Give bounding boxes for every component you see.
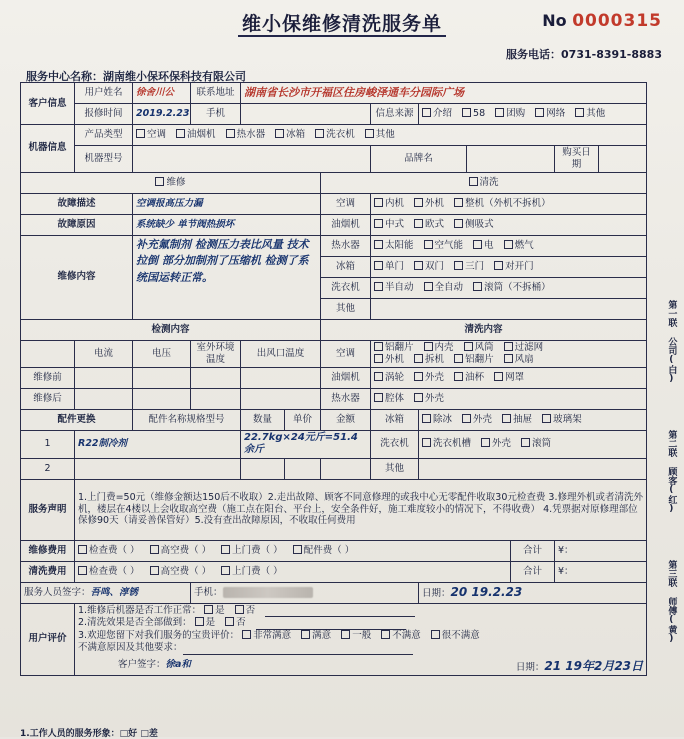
clean-item-0-opt-0[interactable]: 铝翻片	[374, 342, 414, 354]
repair-content-label: 维修内容	[21, 235, 133, 319]
repair-item-5-name: 其他	[321, 298, 371, 319]
detect-after-current[interactable]	[75, 388, 133, 409]
clean-item-4-name: 洗衣机	[371, 430, 419, 458]
clean-item-1-opt-2[interactable]: 油杯	[454, 372, 484, 384]
clean-item-0-opt-7[interactable]: 风扇	[504, 354, 534, 366]
row-machine-type	[21, 125, 647, 146]
part-2-name[interactable]	[75, 458, 241, 479]
clean-header[interactable]: 清洗	[321, 172, 647, 193]
clean-fee-label: 清洗费用	[21, 561, 75, 582]
buy-date-label: 购买日期	[555, 146, 599, 173]
repair-item-1-opt-2[interactable]: 侧吸式	[454, 219, 494, 231]
clean-item-4-opt-0[interactable]: 洗衣机槽	[422, 438, 471, 450]
parts-col-qty: 数量	[241, 409, 285, 430]
product-type-label: 产品类型	[75, 125, 133, 146]
row-detect-cols	[21, 340, 647, 367]
repair-item-3-opt-0[interactable]: 单门	[374, 261, 404, 273]
row-fault-cause	[21, 214, 647, 235]
detect-col-outlet-temp: 出风口温度	[241, 340, 321, 367]
parts-col-price: 单价	[285, 409, 321, 430]
staff-date-value: 20 19.2.23	[450, 585, 523, 599]
detect-after-outdoor[interactable]	[191, 388, 241, 409]
detect-row-before-label: 维修前	[21, 367, 75, 388]
repair-item-0-opt-1[interactable]: 外机	[414, 198, 444, 210]
source-opt-1[interactable]: 58	[462, 108, 485, 120]
repair-item-1-opt-0[interactable]: 中式	[374, 219, 404, 231]
repair-item-1-name: 油烟机	[321, 214, 371, 235]
statement-text: 1.上门费=50元（维修金额达150后不收取）2.走出故障、顾客不同意修理的或我中心无零配件收取30元检查费 3.修理外机或者清洗外机，楼层在4楼以上会收取高空费（施工点在阳台、平台上，安全条件好，施工难度较小的情况下，不得收费） 4.凭票据对原修理部位保修90天（请妥善保管好）5.没有查出故障原因，不收取任何费用	[75, 479, 647, 540]
repair-item-5-options[interactable]	[371, 298, 647, 319]
service-center-name: 服务中心名称：湖南维小保环保科技有限公司	[26, 70, 246, 83]
row-repair-content-1	[21, 235, 647, 256]
staff-sign-value[interactable]: 吾鸣、淳锈	[90, 586, 139, 598]
repair-item-0-opt-0[interactable]: 内机	[374, 198, 404, 210]
page-title: 维小保维修清洗服务单	[0, 0, 684, 36]
staff-date-field[interactable]: 日期：20 19.2.23	[419, 582, 647, 603]
eval-line2-no[interactable]: 否	[225, 617, 246, 629]
repair-content-value[interactable]: 补充氟制剂 检测压力表比风量 技术拉倒 部分加制剂了压缩机 检测了系统国运转正常。	[133, 235, 321, 319]
clean-item-5-name: 其他	[371, 458, 419, 479]
source-opt-0[interactable]: 介绍	[422, 108, 452, 120]
copy-tab-customer: 第二联 顾客(红)	[666, 430, 677, 514]
eval-line1-yes[interactable]: 是	[204, 605, 225, 617]
product-type-opt-0[interactable]: 空调	[136, 129, 166, 141]
repair-item-2-opt-3[interactable]: 燃气	[504, 240, 534, 252]
parts-col-name: 配件名称规格型号	[133, 409, 241, 430]
machine-section-label: 机器信息	[21, 125, 75, 173]
repair-item-3-opt-2[interactable]: 三门	[454, 261, 484, 273]
detect-before-current[interactable]	[75, 367, 133, 388]
repair-item-0-name: 空调	[321, 193, 371, 214]
eval-line-3[interactable]: 3.欢迎您留下对我们服务的宝贵评价： 非常满意 满意 一般 不满意 很不满意	[78, 630, 480, 642]
clean-item-3-opt-0[interactable]: 除冰	[422, 414, 452, 426]
staff-phone-field[interactable]: 手机：	[191, 582, 419, 603]
row-detect-clean-header	[21, 319, 647, 340]
source-opt-4[interactable]: 其他	[575, 108, 605, 120]
clean-item-0-opt-4[interactable]: 外机	[374, 354, 404, 366]
product-type-options[interactable]	[133, 125, 647, 146]
detect-row-after-label: 维修后	[21, 388, 75, 409]
parts-section-label: 配件更换	[21, 409, 133, 430]
customer-section-label: 客户信息	[21, 83, 75, 125]
repair-header[interactable]: 维修	[21, 172, 321, 193]
repair-item-3-name: 冰箱	[321, 256, 371, 277]
detect-col-outdoor-temp: 室外环境温度	[191, 340, 241, 367]
detect-before-outlet[interactable]	[241, 367, 321, 388]
detect-blank	[21, 340, 75, 367]
row-staff-signature	[21, 582, 647, 603]
source-opt-2[interactable]: 团购	[495, 108, 525, 120]
row-evaluation	[21, 603, 647, 676]
customer-phone-value[interactable]	[241, 104, 371, 125]
customer-name-value[interactable]: 徐舍川公	[133, 83, 191, 104]
source-opt-3[interactable]: 网络	[535, 108, 565, 120]
fault-desc-label: 故障描述	[21, 193, 133, 214]
order-number: No 0000315	[542, 11, 662, 31]
evaluation-body[interactable]	[75, 603, 647, 676]
repair-item-3-opt-1[interactable]: 双门	[414, 261, 444, 273]
eval-line3-opt-2[interactable]: 一般	[341, 630, 371, 642]
detect-after-voltage[interactable]	[133, 388, 191, 409]
order-number-value: 0000315	[572, 11, 662, 31]
customer-sign-value[interactable]: 徐a和	[165, 659, 191, 670]
statement-label: 服务声明	[21, 479, 75, 540]
clean-item-3-opt-3[interactable]: 玻璃架	[542, 414, 582, 426]
eval-line1-no[interactable]: 否	[235, 605, 256, 617]
clean-fee-opt-1[interactable]: 高空费（ ）	[150, 566, 212, 578]
clean-total-label: 合计	[511, 561, 555, 582]
part-1-qty[interactable]: 22.7kg×24元斤=51.4余斤	[241, 430, 371, 458]
part-1-name[interactable]: R22制冷剂	[75, 430, 241, 458]
repair-item-2-opt-2[interactable]: 电	[473, 240, 494, 252]
eval-line2-yes[interactable]: 是	[195, 617, 216, 629]
clean-item-3-opt-1[interactable]: 外壳	[462, 414, 492, 426]
part-2-amount[interactable]	[321, 458, 371, 479]
row-service-type-header	[21, 172, 647, 193]
customer-phone-label: 手机	[191, 104, 241, 125]
report-time-value[interactable]: 2019.2.23	[133, 104, 191, 125]
clean-item-5-options[interactable]	[419, 458, 647, 479]
repair-fee-opt-3[interactable]: 配件费（ ）	[293, 545, 355, 557]
clean-item-1-opt-0[interactable]: 涡轮	[374, 372, 404, 384]
row-detect-after	[21, 388, 647, 409]
repair-fee-opt-1[interactable]: 高空费（ ）	[150, 545, 212, 557]
detect-before-voltage[interactable]	[133, 367, 191, 388]
part-1-no: 1	[21, 430, 75, 458]
footer-note: 1.工作人员的服务形象：□好 □差	[20, 729, 158, 739]
clean-fee-options[interactable]	[75, 561, 511, 582]
row-detect-before	[21, 367, 647, 388]
eval-line3-opt-3[interactable]: 不满意	[381, 630, 421, 642]
clean-item-1-opt-3[interactable]: 网罩	[494, 372, 524, 384]
row-customer-name	[21, 83, 647, 104]
repair-item-2-opt-1[interactable]: 空气能	[424, 240, 464, 252]
clean-item-4-options[interactable]	[419, 430, 647, 458]
clean-item-1-name: 油烟机	[321, 367, 371, 388]
part-2-price[interactable]	[285, 458, 321, 479]
report-time-label: 报修时间	[75, 104, 133, 125]
parts-col-amount: 金额	[321, 409, 371, 430]
repair-item-2-opt-0[interactable]: 太阳能	[374, 240, 414, 252]
repair-item-3-opt-3[interactable]: 对开门	[494, 261, 534, 273]
clean-item-2-options[interactable]	[371, 388, 647, 409]
clean-item-0-opt-3[interactable]: 过滤网	[504, 342, 544, 354]
detect-header: 检测内容	[21, 319, 321, 340]
row-clean-fee	[21, 561, 647, 582]
repair-item-0-options[interactable]	[371, 193, 647, 214]
customer-address-label: 联系地址	[191, 83, 241, 104]
clean-item-0-options[interactable]	[371, 340, 647, 367]
row-statement	[21, 479, 647, 540]
product-type-opt-3[interactable]: 冰箱	[275, 129, 305, 141]
eval-line3-opt-4[interactable]: 很不满意	[431, 630, 480, 642]
row-machine-model	[21, 146, 647, 173]
repair-fee-options[interactable]	[75, 540, 511, 561]
eval-line3-opt-0[interactable]: 非常满意	[242, 630, 291, 642]
repair-item-4-opt-0[interactable]: 半自动	[374, 282, 414, 294]
detect-col-voltage: 电压	[133, 340, 191, 367]
clean-item-0-name: 空调	[321, 340, 371, 367]
copy-tab-company: 第一联 公司(白)	[666, 300, 677, 384]
clean-item-3-name: 冰箱	[371, 409, 419, 430]
copy-tabs	[666, 300, 682, 690]
customer-name-label: 用户姓名	[75, 83, 133, 104]
service-phone: 服务电话：0731-8391-8883	[506, 48, 662, 61]
source-options[interactable]	[419, 104, 647, 125]
eval-line-1[interactable]: 1.维修后机器是否工作正常： 是 否	[78, 605, 643, 618]
eval-line3-opt-1[interactable]: 满意	[301, 630, 331, 642]
table-row-part-1	[21, 430, 647, 458]
clean-item-3-opt-2[interactable]: 抽屉	[502, 414, 532, 426]
repair-item-4-opt-1[interactable]: 全自动	[424, 282, 464, 294]
brand-label: 品牌名	[371, 146, 467, 173]
repair-item-4-name: 洗衣机	[321, 277, 371, 298]
repair-item-1-opt-1[interactable]: 欧式	[414, 219, 444, 231]
repair-item-1-options[interactable]	[371, 214, 647, 235]
staff-sign-label: 服务人员签字：吾鸣、淳锈	[21, 582, 191, 603]
fault-cause-value[interactable]: 系统缺少 单节阀热损坏	[133, 214, 321, 235]
eval-line-2[interactable]: 2.清洗效果是否全部做到： 是 否	[78, 617, 643, 630]
product-type-opt-2[interactable]: 热水器	[226, 129, 266, 141]
evaluation-label: 用户评价	[21, 603, 75, 676]
clean-item-2-name: 热水器	[321, 388, 371, 409]
copy-tab-worker: 第三联 师傅(黄)	[666, 560, 677, 644]
repair-fee-opt-2[interactable]: 上门费（ ）	[221, 545, 283, 557]
eval-signature-line[interactable]: 客户签字：徐a和 日期：21 19年2月23日	[118, 659, 644, 673]
customer-address-value[interactable]: 湖南省长沙市开福区住房峻泽通车分园际广场	[241, 83, 647, 104]
row-repair-fee	[21, 540, 647, 561]
clean-fee-opt-0[interactable]: 检查费（ ）	[78, 566, 140, 578]
customer-date-field[interactable]: 日期：21 19年2月23日	[515, 659, 644, 673]
clean-fee-opt-2[interactable]: 上门费（ ）	[221, 566, 283, 578]
fault-desc-value[interactable]: 空调报高压力漏	[133, 193, 321, 214]
fault-cause-label: 故障原因	[21, 214, 133, 235]
machine-model-value[interactable]	[133, 146, 371, 173]
repair-item-0-opt-2[interactable]: 整机（外机不拆机）	[454, 198, 551, 210]
product-type-opt-5[interactable]: 其他	[365, 129, 395, 141]
repair-fee-opt-0[interactable]: 检查费（ ）	[78, 545, 140, 557]
repair-item-3-options[interactable]	[371, 256, 647, 277]
repair-item-4-options[interactable]	[371, 277, 647, 298]
part-2-qty[interactable]	[241, 458, 285, 479]
clean-item-1-options[interactable]	[371, 367, 647, 388]
repair-total-label: 合计	[511, 540, 555, 561]
repair-item-4-opt-2[interactable]: 滚筒（不拆桶）	[473, 282, 551, 294]
table-row-part-2	[21, 458, 647, 479]
detect-before-outdoor[interactable]	[191, 367, 241, 388]
eval-line-4[interactable]: 不满意原因及其他要求：	[78, 642, 643, 655]
repair-item-2-options[interactable]	[371, 235, 647, 256]
clean-item-0-opt-2[interactable]: 风筒	[464, 342, 494, 354]
clean-item-4-opt-2[interactable]: 滚筒	[521, 438, 551, 450]
staff-phone-blurred	[223, 587, 313, 598]
clean-content-header: 清洗内容	[321, 319, 647, 340]
clean-item-2-opt-0[interactable]: 腔体	[374, 393, 404, 405]
clean-total-value[interactable]: ¥：	[555, 561, 647, 582]
clean-item-2-opt-1[interactable]: 外壳	[414, 393, 444, 405]
clean-item-1-opt-1[interactable]: 外壳	[414, 372, 444, 384]
clean-item-4-opt-1[interactable]: 外壳	[481, 438, 511, 450]
product-type-opt-4[interactable]: 洗衣机	[315, 129, 355, 141]
row-fault-desc	[21, 193, 647, 214]
detect-col-current: 电流	[75, 340, 133, 367]
clean-item-3-options[interactable]	[419, 409, 647, 430]
repair-total-value[interactable]: ¥：	[555, 540, 647, 561]
form-table	[20, 82, 647, 676]
product-type-opt-1[interactable]: 油烟机	[176, 129, 216, 141]
row-customer-time	[21, 104, 647, 125]
repair-fee-label: 维修费用	[21, 540, 75, 561]
part-2-no: 2	[21, 458, 75, 479]
brand-value[interactable]	[467, 146, 555, 173]
machine-model-label: 机器型号	[75, 146, 133, 173]
clean-item-0-opt-5[interactable]: 拆机	[414, 354, 444, 366]
source-label: 信息来源	[371, 104, 419, 125]
buy-date-value[interactable]	[599, 146, 647, 173]
repair-item-2-name: 热水器	[321, 235, 371, 256]
clean-item-0-opt-6[interactable]: 铝翻片	[454, 354, 494, 366]
row-parts-header	[21, 409, 647, 430]
detect-after-outlet[interactable]	[241, 388, 321, 409]
clean-item-0-opt-1[interactable]: 内壳	[424, 342, 454, 354]
